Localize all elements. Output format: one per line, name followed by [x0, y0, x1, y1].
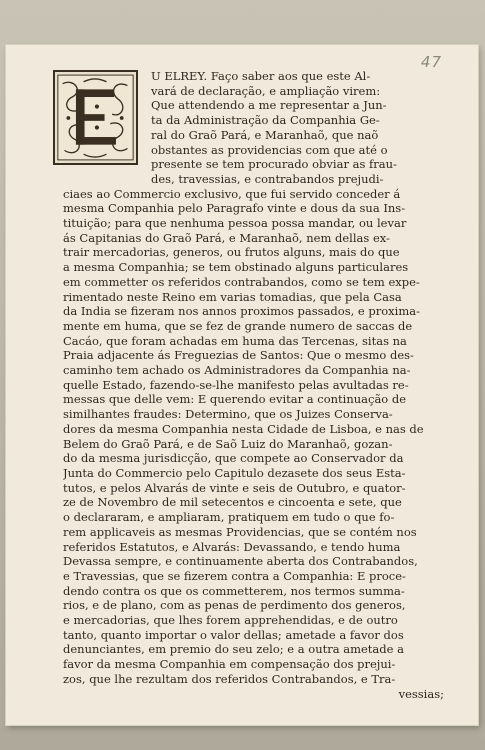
- text-line: a mesma Companhia; se tem obstinado alguns particulares: [63, 260, 409, 275]
- text-line: vessias;: [398, 686, 444, 701]
- page-number: 47: [420, 53, 442, 71]
- text-line: e mercadorias, que lhes forem apprehendidas, e de outro: [63, 613, 398, 628]
- text-line: do da mesma jurisdicção, que compete ao Conservador da: [63, 451, 404, 466]
- text-line: Belem do Graõ Pará, e de Saõ Luiz do Maranhaõ, gozan-: [63, 436, 393, 451]
- text-line: rem applicaveis as mesmas Providencias, que se contém nos: [63, 524, 417, 539]
- text-line: ta da Administração da Companhia Ge-: [151, 113, 380, 128]
- text-line: denunciantes, em premio do seu zelo; e a outra ametade a: [63, 642, 404, 657]
- text-line: trair mercadorias, generos, ou frutos alguns, mais do que: [63, 245, 400, 260]
- text-line: em commetter os referidos contrabandos, como se tem expe-: [63, 274, 420, 289]
- text-line: vará de declaração, e ampliação virem:: [151, 83, 381, 98]
- text-line: quelle Estado, fazendo-se-lhe manifesto pelas avultadas re-: [63, 377, 409, 392]
- decree-text: [63, 69, 448, 701]
- text-line: ral do Graõ Pará, e Maranhaõ, que naõ: [151, 127, 379, 142]
- text-line: tutos, e pelos Alvarás de vinte e seis de Outubro, e quator-: [63, 480, 406, 495]
- text-line: Cacáo, que foram achadas em huma das Tercenas, sitas na: [63, 333, 407, 348]
- text-line: tanto, quanto importar o valor dellas; ametade a favor dos: [63, 627, 404, 642]
- text-line: caminho tem achado os Administradores da Companhia na-: [63, 363, 411, 378]
- text-line: referidos Estatutos, e Alvarás: Devassando, e tendo huma: [63, 539, 401, 554]
- text-line: obstantes as providencias com que até o: [151, 142, 388, 157]
- text-line: zos, que lhe rezultam dos referidos Contrabandos, e Tra-: [63, 671, 396, 686]
- text-line: ás Capitanias do Graõ Pará, e Maranhaõ, nem dellas ex-: [63, 230, 390, 245]
- text-line: rimentado neste Reino em varias tomadias, que pela Casa: [63, 289, 402, 304]
- text-line: ciaes ao Commercio exclusivo, que fui servido conceder á: [63, 186, 401, 201]
- text-line: des, travessias, e contrabandos prejudi-: [151, 171, 384, 186]
- text-line: mesma Companhia pelo Paragrafo vinte e dous da sua Ins-: [63, 201, 406, 216]
- text-line: messas que delle vem: E querendo evitar a continuação de: [63, 392, 407, 407]
- text-line: rios, e de plano, com as penas de perdimento dos generos,: [63, 598, 406, 613]
- text-line: tituição; para que nenhuma pessoa possa mandar, ou levar: [63, 216, 407, 231]
- text-line: U ELREY. Faço saber aos que este Al-: [151, 69, 371, 83]
- text-line: Praia adjacente ás Freguezias de Santos: Que o mesmo des-: [63, 348, 414, 363]
- text-line: dendo contra os que os commetterem, nos termos summa-: [63, 583, 405, 598]
- text-line: o declararam, e ampliaram, pratiquem em tudo o que fo-: [63, 510, 395, 525]
- text-line: ze de Novembro de mil setecentos e cincoenta e sete, que: [63, 495, 402, 510]
- text-line: Que attendendo a me representar a Jun-: [151, 98, 387, 113]
- text-line: Junta do Commercio pelo Capitulo dezasete dos seus Esta-: [63, 465, 406, 480]
- text-line: presente se tem procurado obviar as frau-: [151, 157, 397, 172]
- text-line: e Travessias, que se fizerem contra a Companhia: E proce-: [63, 568, 406, 583]
- text-line: dores da mesma Companhia nesta Cidade de Lisboa, e nas de: [63, 421, 424, 436]
- text-line: Devassa sempre, e continuamente aberta dos Contrabandos,: [63, 554, 418, 569]
- text-line: mente em huma, que se fez de grande numero de saccas de: [63, 318, 413, 333]
- text-line: favor da mesma Companhia em compensação dos prejui-: [63, 657, 396, 672]
- text-line: similhantes fraudes: Determino, que os Juizes Conserva-: [63, 407, 393, 422]
- document-page: [6, 45, 478, 725]
- text-line: da India se fizeram nos annos proximos passados, e proxima-: [63, 304, 420, 319]
